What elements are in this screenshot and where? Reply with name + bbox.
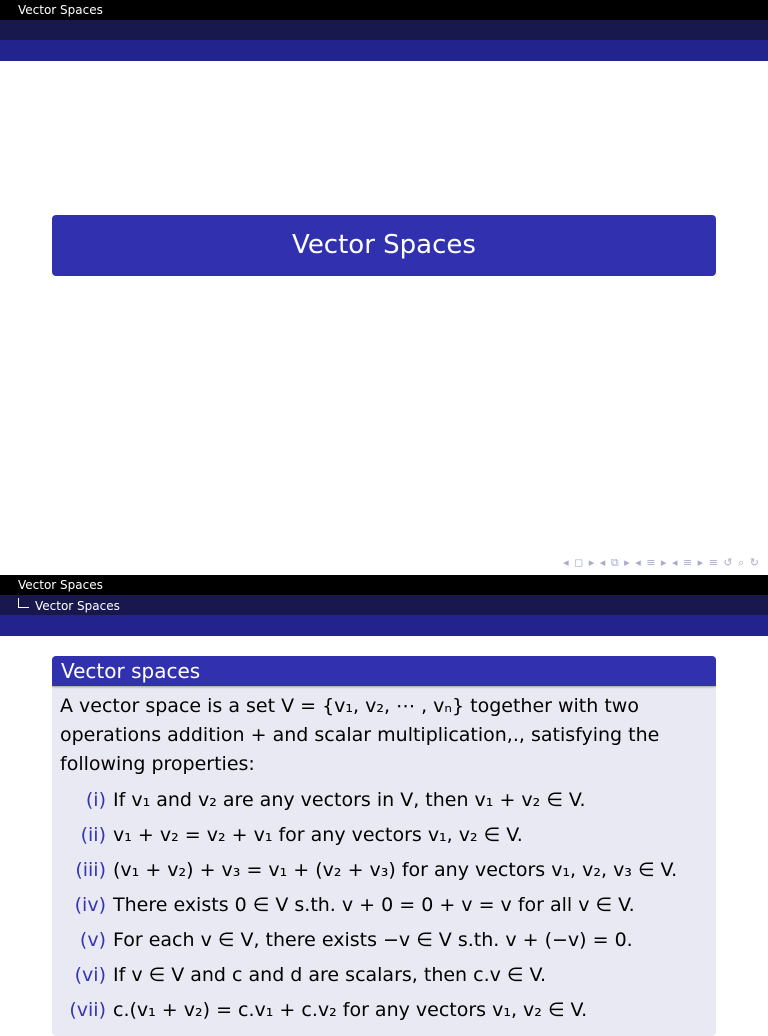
list-item xyxy=(60,783,708,818)
block-title: Vector spaces xyxy=(52,656,716,686)
list-item xyxy=(60,888,708,923)
header-title: Vector Spaces xyxy=(18,578,103,592)
item-text: If v ∈ V and c and d are scalars, then c.v ∈ V. xyxy=(113,964,547,986)
tree-corner-icon xyxy=(18,598,29,608)
beamer-nav-controls[interactable]: ◂ ◻ ▸ ◂ ⧉ ▸ ◂ ≡ ▸ ◂ ≡ ▸ ≡ ↺ ⌕ ↻ xyxy=(563,556,760,569)
header-subtitle xyxy=(18,598,120,613)
header-bar xyxy=(0,575,768,595)
item-text: There exists 0 ∈ V s.th. v + 0 = 0 + v = v for all v ∈ V. xyxy=(113,894,635,916)
item-number: (ii) xyxy=(80,824,106,846)
item-number: (iv) xyxy=(74,894,106,916)
list-item xyxy=(60,853,708,888)
header-band-blue xyxy=(0,40,768,61)
item-number: (vi) xyxy=(74,964,106,986)
property-list xyxy=(60,783,708,1028)
header-band-blue xyxy=(0,615,768,636)
item-number: (vii) xyxy=(69,999,106,1021)
item-text: c.(v₁ + v₂) = c.v₁ + c.v₂ for any vectors v₁, v₂ ∈ V. xyxy=(113,999,588,1021)
item-text: For each v ∈ V, there exists −v ∈ V s.th. v + (−v) = 0. xyxy=(113,929,633,951)
list-item xyxy=(60,958,708,993)
header-band-dark xyxy=(0,595,768,615)
slide-title: Vector Spaces xyxy=(292,230,476,260)
definition-block xyxy=(52,656,716,1036)
header-subtitle-text: Vector Spaces xyxy=(35,599,120,613)
item-text: v₁ + v₂ = v₂ + v₁ for any vectors v₁, v₂ ∈ V. xyxy=(113,824,523,846)
header-bar xyxy=(0,0,768,20)
header-band-dark xyxy=(0,20,768,40)
list-item xyxy=(60,993,708,1028)
slide-2 xyxy=(0,575,768,1024)
slide-title-box xyxy=(52,215,716,276)
header-title: Vector Spaces xyxy=(18,3,103,17)
item-number: (iii) xyxy=(75,859,106,881)
block-body xyxy=(52,686,716,1028)
item-number: (i) xyxy=(85,789,106,811)
item-number: (v) xyxy=(79,929,106,951)
intro-text: A vector space is a set V = {v₁, v₂, ⋯ , vₙ} together with two operations addition + and scalar multiplication,., satisfying the following properties: xyxy=(60,695,660,775)
item-text: (v₁ + v₂) + v₃ = v₁ + (v₂ + v₃) for any vectors v₁, v₂, v₃ ∈ V. xyxy=(113,859,678,881)
list-item xyxy=(60,923,708,958)
item-text: If v₁ and v₂ are any vectors in V, then v₁ + v₂ ∈ V. xyxy=(113,789,586,811)
list-item xyxy=(60,818,708,853)
